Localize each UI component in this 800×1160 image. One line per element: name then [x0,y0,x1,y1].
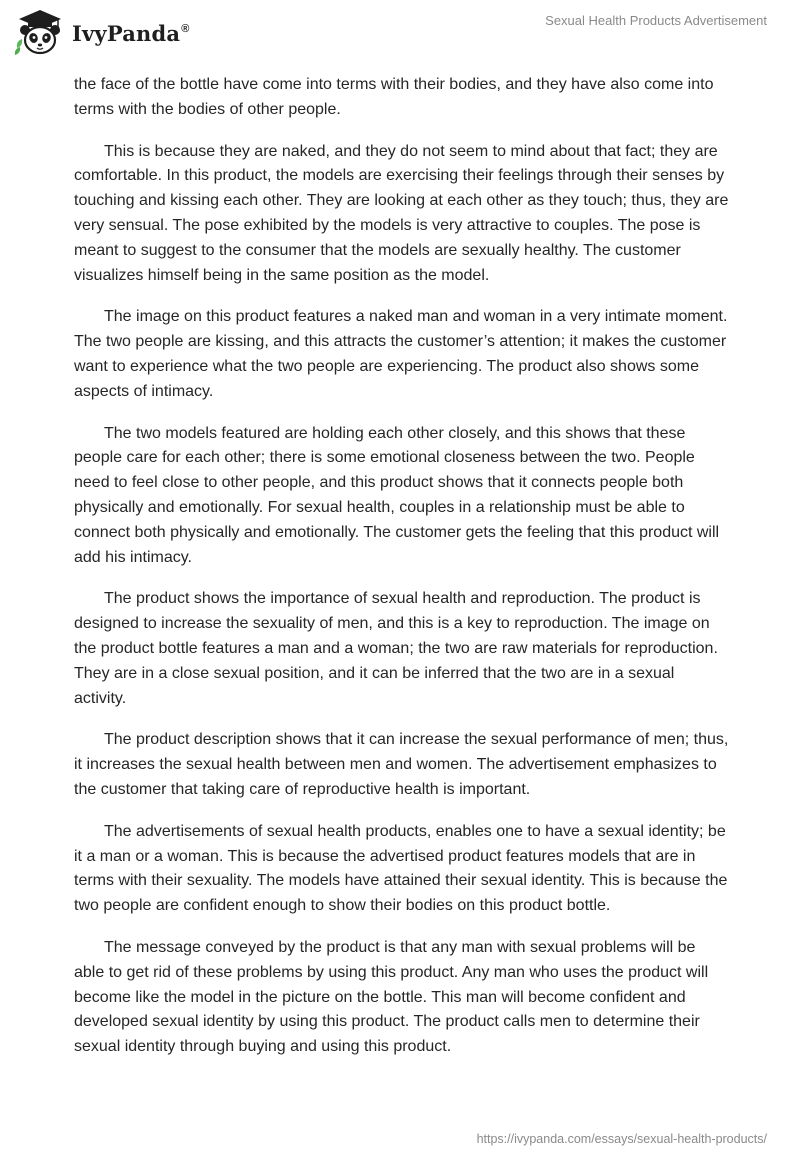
page-header [0,0,800,70]
paragraph: This is because they are naked, and they do not seem to mind about that fact; they are comfortable. In this product, the models are exercising their feelings through their senses by touching and kissing each other. They are looking at each other as they touch; thus, they are very sensual. The pose exhibited by the models is very attractive to couples. The pose is meant to suggest to the consumer that the models are sexually healthy. The customer visualizes himself being in the same position as the model. [74,142,729,284]
paragraph: the face of the bottle have come into terms with their bodies, and they have also come into terms with the bodies of other people. [74,76,714,118]
panda-graduate-icon [14,8,66,58]
brand-logo[interactable] [14,8,190,58]
paragraph: The image on this product features a naked man and woman in a very intimate moment. The two people are kissing, and this attracts the customer’s attention; it makes the customer want to experience what the two people are experiencing. The product also shows some aspects of intimacy. [74,308,728,400]
source-url[interactable]: https://ivypanda.com/essays/sexual-health-products/ [476,1132,767,1146]
paragraph: The message conveyed by the product is that any man with sexual problems will be able to get rid of these problems by using this product. Any man who uses the product will become like the model in the picture on the bottle. This man will become confident and developed sexual identity by using this product. The product calls men to determine their sexual identity through buying and using this product. [74,938,709,1056]
paragraph: The product description shows that it can increase the sexual performance of men; thus, it increases the sexual health between men and women. The advertisement emphasizes to the customer that taking care of reproductive health is important. [74,731,729,798]
paragraph: The two models featured are holding each other closely, and this shows that these people care for each other; there is some emotional closeness between the two. People need to feel close to other people, and this product shows that it connects people both physically and emotionally. For sexual health, couples in a relationship must be able to connect both physically and emotionally. The customer gets the feeling that this product will add his intimacy. [74,424,720,566]
registered-mark: ® [181,22,190,35]
paragraph: The product shows the importance of sexual health and reproduction. The product is designed to increase the sexuality of men, and this is a key to reproduction. The image on the product bottle features a man and a woman; the two are raw materials for reproduction. They are in a close sexual position, and it can be inferred that the two are in a sexual activity. [74,590,718,707]
brand-name: IvyPanda® [72,20,190,46]
essay-body [74,73,729,1077]
document-title: Sexual Health Products Advertisement [545,13,767,28]
paragraph: The advertisements of sexual health products, enables one to have a sexual identity; be it a man or a woman. This is because the advertised product features models that are in terms with their sexuality. The models have attained their sexual identity. This is because the two people are confident enough to show their bodies on this product bottle. [74,822,728,915]
